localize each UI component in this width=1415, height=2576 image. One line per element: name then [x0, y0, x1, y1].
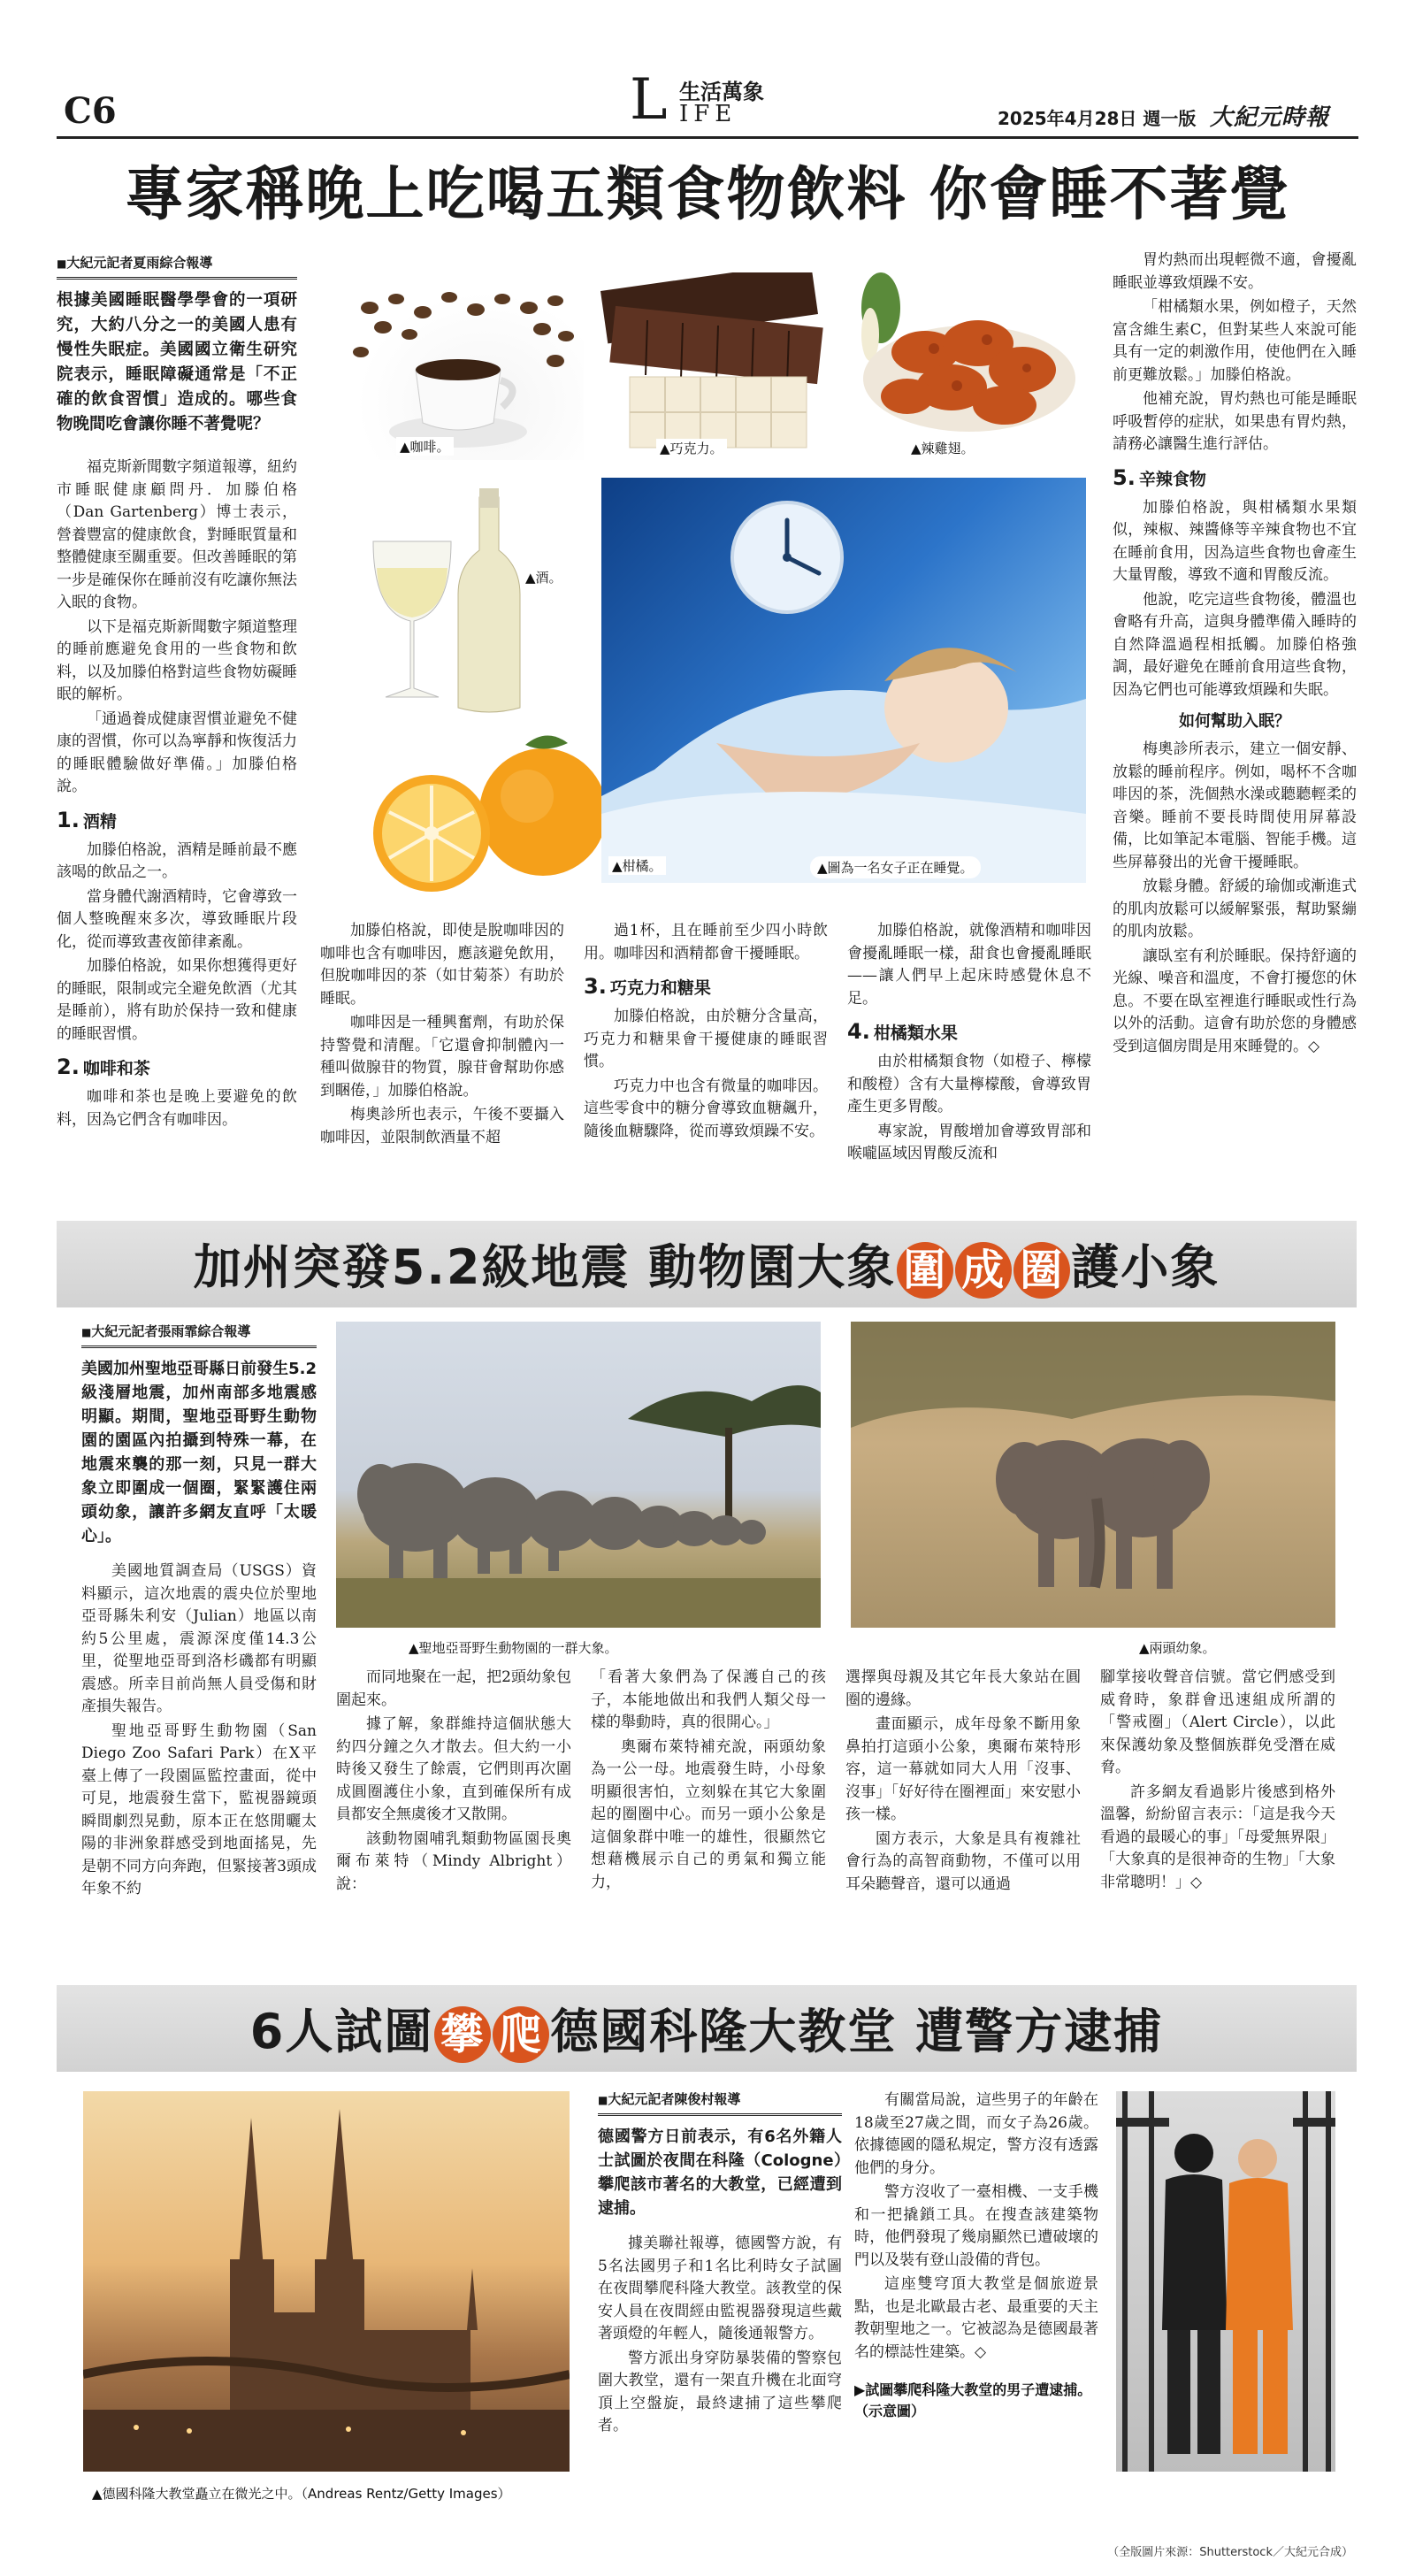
- paragraph: 「看著大象們為了保護自己的孩子，本能地做出和我們人類父母一樣的舉動時，真的很開心。」: [591, 1668, 826, 1731]
- paragraph: 聖地亞哥野生動物園（San Diego Zoo Safari Park）在X平臺上傳了一段園區監控畫面，從中可見，地震發生當下，監視器鏡頭瞬間劇烈晃動，原本正在悠閒曬太陽的非洲象群感受到地面搖晃，先是朝不同方向奔跑，但緊接著3頭成年象不約: [81, 1721, 317, 1898]
- section-label: [630, 69, 807, 133]
- paragraph: 福克斯新聞數字頻道報導，紐約市睡眠健康顧問丹．加滕伯格（Dan Gartenberg）博士表示，營養豐富的健康飲食，對睡眠質量和整體健康至關重要。但改善睡眠的第一步是確保你在睡前沒有吃讓你無法入眠的食物。: [57, 458, 297, 611]
- bedroom-scene: [601, 478, 1086, 883]
- photo-cologne-cathedral: [83, 2091, 570, 2472]
- article-3-title: [250, 1994, 1163, 2063]
- paragraph: 胃灼熱而出現輕微不適，會擾亂睡眠並導致煩躁不安。: [1113, 251, 1357, 292]
- article-2-column-2: [336, 1667, 571, 1898]
- caption-chocolate: ▲巧克力。: [656, 439, 727, 457]
- paragraph: 他補充說，胃灼熱也可能是睡眠呼吸暫停的症狀，如果患有胃灼熱，請務必讓醫生進行評估。: [1113, 390, 1357, 453]
- cathedral-illustration: [83, 2091, 570, 2472]
- paragraph: 加滕伯格說，就像酒精和咖啡因會擾亂睡眠一樣，甜食也會擾亂睡眠——讓人們早上起床時感覺休息不足。: [847, 922, 1091, 1008]
- caption-baby: ▲兩頭幼象。: [1139, 1640, 1216, 1656]
- caption-herd: ▲聖地亞哥野生動物園的一群大象。: [409, 1640, 618, 1656]
- photo-elephant-herd: [336, 1322, 821, 1628]
- section-en: IFE: [679, 101, 738, 127]
- subhead-text: 辛辣食物: [1138, 469, 1206, 489]
- photo-baby-elephants: [851, 1322, 1335, 1628]
- paragraph: 而同地聚在一起，把2頭幼象包圍起來。: [336, 1668, 571, 1709]
- photo-chocolate: [594, 272, 833, 460]
- paragraph: 梅奧診所也表示，午後不要攝入咖啡因，並限制飲酒量不超: [320, 1106, 564, 1146]
- photo-oranges: [357, 727, 601, 892]
- chocolate-illustration: [594, 272, 833, 460]
- issue-date: 2025年4月28日 週一版: [998, 108, 1197, 129]
- paragraph: 加滕伯格說，即使是脫咖啡因的咖啡也含有咖啡因，應該避免飲用，但脫咖啡因的茶（如甘菊茶）有助於睡眠。: [320, 922, 564, 1008]
- subhead-2: [57, 1054, 297, 1079]
- article-3-lead: 德國警方日前表示，有6名外籍人士試圖於夜間在科隆（Cologne）攀爬該市著名的大教堂，已經遭到逮捕。: [598, 2128, 842, 2218]
- elephant-herd-illustration: [336, 1322, 821, 1628]
- article-1-column-3: [584, 920, 828, 1145]
- article-1-column-1: [57, 253, 297, 1133]
- article-1-lead: 根據美國睡眠醫學學會的一項研究，大約八分之一的美國人患有慢性失眠症。美國國立衛生研究院表示，睡眠障礙通常是「不正確的飲食習慣」造成的。哪些食物晚間吃會讓你睡不著覺呢？: [57, 291, 297, 433]
- subhead-text: 咖啡和茶: [82, 1059, 150, 1078]
- coffee-illustration: [334, 272, 584, 460]
- subhead-number: 1.: [57, 807, 80, 832]
- paragraph: 「通過養成健康習慣並避免不健康的習慣，你可以為寧靜和恢復活力的睡眠體驗做好準備。」加滕伯格說。: [57, 709, 297, 795]
- paragraph: 由於柑橘類食物（如橙子、檸檬和酸橙）含有大量檸檬酸，會導致胃產生更多胃酸。: [847, 1053, 1091, 1116]
- subhead-4: [847, 1019, 1091, 1044]
- caption-wings: ▲辣雞翅。: [907, 439, 978, 457]
- title-circled-char: 成: [955, 1242, 1012, 1299]
- paragraph: 腳掌接收聲音信號。當它們感受到威脅時，象群會迅速組成所謂的「警戒圈」（Alert Circle），以此來保護幼象及整個族群免受潛在威脅。: [1100, 1668, 1335, 1776]
- section-cn: 生活萬象: [679, 80, 764, 104]
- title-part: 德國科隆大教堂 遭警方逮捕: [550, 2003, 1164, 2059]
- orange-illustration: [357, 727, 601, 892]
- article-1-column-5: [1113, 249, 1357, 1060]
- article-2-byline: ■ 大紀元記者張雨霏綜合報導: [81, 1322, 317, 1348]
- article-2-column-3: [591, 1667, 826, 1896]
- article-3-column-1: [598, 2089, 842, 2440]
- subhead-text: 酒精: [82, 811, 117, 832]
- article-3-title-banner: [57, 1985, 1357, 2072]
- paragraph: 梅奧診所表示，建立一個安靜、放鬆的睡前程序。例如，喝杯不含咖啡因的茶，洗個熱水澡或聽聽輕柔的音樂。睡前不要長時間使用屏幕設備，比如筆記本電腦、智能手機。這些屏幕發出的光會干擾睡眠。: [1113, 740, 1357, 871]
- subhead-number: 4.: [847, 1019, 870, 1044]
- paragraph: 該動物園哺乳類動物區園長奧爾布萊特（Mindy Albright）說：: [336, 1829, 571, 1893]
- photo-coffee: [334, 272, 584, 460]
- paragraph: 過1杯，且在睡前至少四小時飲用。咖啡因和酒精都會干擾睡眠。: [584, 922, 828, 962]
- article-1-byline: ■ 大紀元記者夏雨綜合報導: [57, 253, 297, 280]
- caption-oranges: ▲柑橘。: [608, 856, 666, 875]
- paragraph: 園方表示，大象是具有複雜社會行為的高智商動物，不僅可以用耳朵聽聲音，還可以通過: [845, 1829, 1081, 1893]
- article-1-column-2: [320, 920, 564, 1151]
- newspaper-name: 大紀元時報: [1210, 104, 1330, 131]
- caption-coffee: ▲咖啡。: [396, 437, 454, 456]
- article-3-column-2: [854, 2089, 1098, 2422]
- article-3-byline: ■ 大紀元記者陳俊村報導: [598, 2089, 842, 2116]
- caption-sleeping: ▲圖為一名女子正在睡覺。: [810, 856, 981, 878]
- title-circled-char: 圍: [897, 1242, 953, 1299]
- subhead-number: 3.: [584, 974, 607, 999]
- paragraph: 巧克力中也含有微量的咖啡因。這些零食中的糖分會導致血糖飆升，隨後血糖驟降，從而導致煩躁不安。: [584, 1077, 828, 1140]
- subhead-number: 2.: [57, 1054, 80, 1079]
- subhead-3: [584, 974, 828, 999]
- article-2-column-5: [1100, 1667, 1335, 1896]
- paragraph: 據美聯社報導，德國警方說，有5名法國男子和1名比利時女子試圖在夜間攀爬科隆大教堂。該教堂的保安人員在夜間經由監視器發現這些戴著頭燈的年輕人，隨後通報警方。: [598, 2235, 842, 2342]
- baby-elephants-illustration: [851, 1322, 1335, 1628]
- arrest-illustration: [1116, 2091, 1335, 2472]
- article-2-title: [194, 1230, 1220, 1299]
- photo-credit-footer: （全版圖片來源：Shutterstock／大紀元合成）: [1107, 2546, 1353, 2559]
- photo-wine: [347, 479, 568, 718]
- article-1-title: 專家稱晚上吃喝五類食物飲料 你會睡不著覺: [125, 160, 1290, 228]
- photo-sleeping-woman: [601, 478, 1086, 883]
- subhead-text: 巧克力和糖果: [609, 978, 711, 998]
- paragraph: 警方沒收了一臺相機、一支手機和一把撬鎖工具。在搜查該建築物時，他們發現了幾扇顯然已遭破壞的門以及裝有登山設備的背包。: [854, 2183, 1098, 2269]
- page-number: C6: [64, 90, 117, 132]
- paragraph: 警方派出身穿防暴裝備的警察包圍大教堂，還有一架直升機在北面穹頂上空盤旋，最終逮捕了這些攀爬者。: [598, 2349, 842, 2434]
- paragraph: 畫面顯示，成年母象不斷用象鼻拍打這頭小公象，奧爾布萊特形容，這一幕就如同大人用「沒事、沒事」「好好待在圈裡面」來安慰小孩一樣。: [845, 1715, 1081, 1823]
- subhead-number: 5.: [1113, 464, 1136, 490]
- header-rule: [57, 136, 1358, 139]
- paragraph: 咖啡和茶也是晚上要避免的飲料，因為它們含有咖啡因。: [57, 1088, 297, 1129]
- paragraph: 加滕伯格說，如果你想獲得更好的睡眠，限制或完全避免飲酒（尤其是睡前），將有助於保持一致和健康的睡眠習慣。: [57, 957, 297, 1043]
- article-2-column-1: [81, 1322, 317, 1903]
- caption-cathedral: ▲德國科隆大教堂矗立在微光之中。（Andreas Rentz/Getty Images）: [92, 2486, 511, 2502]
- title-part: 加州突發5.2級地震 動物園大象: [193, 1238, 897, 1295]
- paragraph: 這座雙穹頂大教堂是個旅遊景點，也是北歐最古老、最重要的天主教朝聖地之一。它被認為是德國最著名的標誌性建築。◇: [854, 2275, 1098, 2361]
- paragraph: 放鬆身體。舒緩的瑜伽或漸進式的肌肉放鬆可以緩解緊張，幫助緊繃的肌肉放鬆。: [1113, 878, 1357, 940]
- subhead-1: [57, 808, 297, 832]
- title-circled-char: 攀: [434, 2006, 491, 2063]
- paragraph: 許多網友看過影片後感到格外溫馨，紛紛留言表示：「這是我今天看過的最暖心的事」「母愛無界限」「大象真的是很神奇的生物」「大象非常聰明！」◇: [1100, 1782, 1335, 1891]
- subhead-5: [1113, 465, 1357, 490]
- subhead-text: 柑橘類水果: [873, 1024, 958, 1043]
- wine-illustration: [347, 479, 568, 718]
- paragraph: 以下是福克斯新聞數字頻道整理的睡前應避免食用的一些食物和飲料，以及加滕伯格對這些食物妨礙睡眠的解析。: [57, 617, 297, 703]
- caption-arrest: ▶試圖攀爬科隆大教堂的男子遭逮捕。（示意圖）: [854, 2380, 1098, 2422]
- paragraph: 加滕伯格說，由於糖分含量高，巧克力和糖果會干擾健康的睡眠習慣。: [584, 1008, 828, 1070]
- photo-arrest: [1116, 2091, 1335, 2472]
- wings-illustration: [845, 272, 1086, 460]
- article-1-column-4: [847, 920, 1091, 1168]
- article-2-column-4: [845, 1667, 1081, 1898]
- paragraph: 加滕伯格說，酒精是睡前最不應該喝的飲品之一。: [57, 840, 297, 881]
- paragraph: 據了解，象群維持這個狀態大約四分鐘之久才散去。但大約一小時後又發生了餘震，它們則再次圍成圓圈護住小象，直到確保所有成員都安全無虞後才又散開。: [336, 1715, 571, 1823]
- paragraph: 有關當局說，這些男子的年齡在18歲至27歲之間，而女子為26歲。依據德國的隱私規定，警方沒有透露他們的身分。: [854, 2091, 1098, 2177]
- paragraph: 咖啡因是一種興奮劑，有助於保持警覺和清醒。「它還會抑制體內一種叫做腺苷的物質，腺苷會幫助你感到睏倦，」加滕伯格說。: [320, 1014, 564, 1100]
- caption-wine: ▲酒。: [522, 568, 566, 586]
- photo-spicy-wings: [845, 272, 1086, 460]
- article-2-title-banner: [57, 1221, 1357, 1307]
- title-part: 護小象: [1071, 1238, 1220, 1295]
- paragraph: 美國地質調查局（USGS）資料顯示，這次地震的震央位於聖地亞哥縣朱利安（Julian）地區以南約5公里處，震源深度僅14.3公里，從聖地亞哥到洛杉磯都有明顯震感。所幸目前尚無人員受傷和財產損失報告。: [81, 1562, 317, 1715]
- title-circled-char: 圈: [1013, 1242, 1070, 1299]
- paragraph: 奧爾布萊特補充說，兩頭幼象為一公一母。地震發生時，小母象明顯很害怕，立刻躲在其它大象圍起的圈圈中心。而另一頭小公象是這個象群中唯一的雄性，很顯然它想藉機展示自己的勇氣和獨立能力，: [591, 1737, 826, 1891]
- paragraph: 專家說，胃酸增加會導致胃部和喉嚨區域因胃酸反流和: [847, 1122, 1091, 1162]
- title-part: 6人試圖: [249, 2003, 434, 2059]
- subhead-help: 如何幫助入眠？: [1179, 712, 1290, 731]
- paragraph: 當身體代謝酒精時，它會導致一個人整晚醒來多次，導致睡眠片段化，從而導致晝夜節律紊亂。: [57, 887, 297, 951]
- title-circled-char: 爬: [493, 2006, 549, 2063]
- paragraph: 他說，吃完這些食物後，體溫也會略有升高，這與身體準備入睡時的自然降溫過程相抵觸。加滕伯格強調，最好避免在睡前食用這些食物，因為它們也可能導致煩躁和失眠。: [1113, 590, 1357, 699]
- article-2-lead: 美國加州聖地亞哥縣日前發生5.2級淺層地震，加州南部多地震感明顯。期間，聖地亞哥野生動物園的園區內拍攝到特殊一幕，在地震來襲的那一刻，只見一群大象立即圍成一個圈，緊緊護住兩頭幼象，讓許多網友直呼「太暖心」。: [81, 1360, 317, 1545]
- paragraph: 選擇與母親及其它年長大象站在圓圈的邊緣。: [845, 1668, 1081, 1709]
- paragraph: 加滕伯格說，與柑橘類水果類似，辣椒、辣醬條等辛辣食物也不宜在睡前食用，因為這些食物也會產生大量胃酸，導致不適和胃酸反流。: [1113, 498, 1357, 584]
- paragraph: 「柑橘類水果，例如橙子，天然富含維生素C，但對某些人來說可能具有一定的刺激作用，使他們在入睡前更難放鬆。」加滕伯格說。: [1113, 298, 1357, 384]
- section-letter-l: L: [630, 67, 668, 133]
- paragraph: 讓臥室有利於睡眠。保持舒適的光線、噪音和溫度，不會打擾您的休息。不要在臥室裡進行睡眠或性行為以外的活動。這會有助於您的身體感受到這個房間是用來睡覺的。◇: [1113, 947, 1357, 1055]
